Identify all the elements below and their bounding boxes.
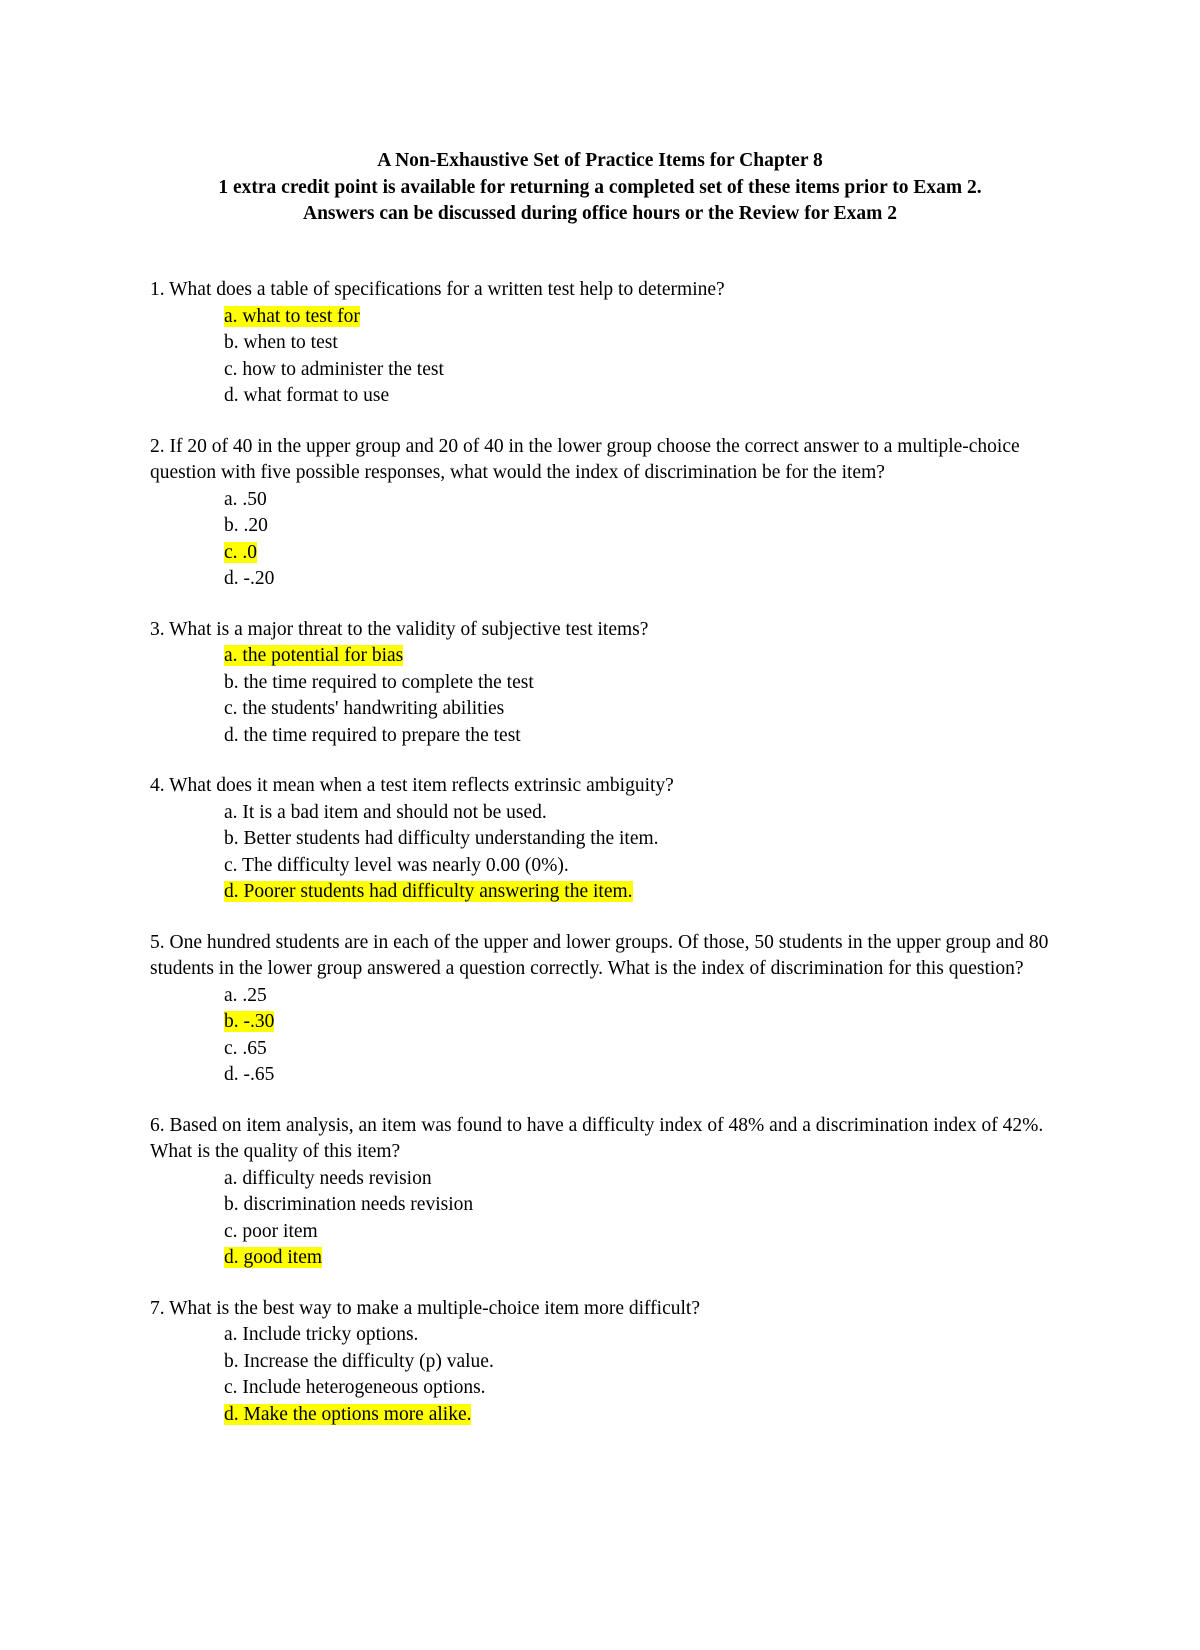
answer-text: c. poor item <box>224 1220 318 1242</box>
answer-option <box>150 1375 1050 1402</box>
answer-option <box>150 723 1050 750</box>
extra-credit-note: 1 extra credit point is available for returning a completed set of these items prior to Exam 2. <box>218 176 982 198</box>
document-title: A Non-Exhaustive Set of Practice Items for Chapter 8 <box>377 150 823 171</box>
answer-option <box>150 1166 1050 1193</box>
answer-option <box>150 1219 1050 1246</box>
question-stem: 1. What does a table of specifications for a written test help to determine? <box>150 279 725 300</box>
answer-text: c. .65 <box>224 1037 267 1059</box>
highlighted-answer: d. good item <box>224 1247 323 1268</box>
answer-text: d. what format to use <box>224 385 390 406</box>
document-header <box>0 148 1200 228</box>
answer-text: d. -.65 <box>224 1064 275 1085</box>
answer-text: b. .20 <box>224 515 268 536</box>
answer-option <box>150 696 1050 723</box>
highlighted-answer: c. .0 <box>224 541 258 563</box>
highlighted-answer: d. Poorer students had difficulty answering the item. <box>224 881 633 902</box>
answer-text: c. how to administer the test <box>224 358 444 380</box>
answer-text: b. when to test <box>224 332 338 353</box>
question-6 <box>150 1113 1050 1272</box>
answer-option <box>150 800 1050 827</box>
answer-option <box>150 540 1050 567</box>
answer-text: a. .25 <box>224 984 267 1006</box>
question-7 <box>150 1296 1050 1429</box>
question-stem: 4. What does it mean when a test item reflects extrinsic ambiguity? <box>150 775 674 796</box>
answer-option <box>150 879 1050 906</box>
answer-text: c. The difficulty level was nearly 0.00 (0%). <box>224 854 569 876</box>
answer-text: b. Better students had difficulty understanding the item. <box>224 828 659 849</box>
answer-option <box>150 357 1050 384</box>
answer-option <box>150 643 1050 670</box>
highlighted-answer: a. what to test for <box>224 305 360 327</box>
answer-option <box>150 513 1050 540</box>
answer-text: a. Include tricky options. <box>224 1324 419 1345</box>
answer-option <box>150 1009 1050 1036</box>
question-list <box>150 277 1050 1452</box>
highlighted-answer: d. Make the options more alike. <box>224 1403 472 1425</box>
answer-option <box>150 1349 1050 1376</box>
question-stem: 6. Based on item analysis, an item was found to have a difficulty index of 48% and a discrimination index of 42%. What is the quality of this item? <box>150 1114 1044 1162</box>
answer-text: c. the students' handwriting abilities <box>224 698 505 719</box>
answer-option <box>150 670 1050 697</box>
answer-text: b. the time required to complete the test <box>224 671 534 693</box>
question-3 <box>150 617 1050 750</box>
answer-option <box>150 1402 1050 1429</box>
answer-text: a. difficulty needs revision <box>224 1167 432 1189</box>
question-5 <box>150 930 1050 1089</box>
question-4 <box>150 773 1050 906</box>
answer-option <box>150 566 1050 593</box>
answer-text: a. It is a bad item and should not be used. <box>224 801 547 823</box>
question-stem: 3. What is a major threat to the validity of subjective test items? <box>150 618 649 640</box>
answer-option <box>150 983 1050 1010</box>
answers-note: Answers can be discussed during office hours or the Review for Exam 2 <box>302 203 898 224</box>
answer-option <box>150 1192 1050 1219</box>
highlighted-answer: b. -.30 <box>224 1011 275 1032</box>
answer-option <box>150 383 1050 410</box>
answer-option <box>150 1322 1050 1349</box>
answer-option <box>150 304 1050 331</box>
question-stem: 2. If 20 of 40 in the upper group and 20 of 40 in the lower group choose the correct answer to a multiple-choice question with five possible responses, what would the index of discrimination be for the item? <box>150 435 1020 483</box>
answer-option <box>150 826 1050 853</box>
answer-text: b. discrimination needs revision <box>224 1194 474 1215</box>
answer-text: d. -.20 <box>224 568 275 589</box>
answer-option <box>150 853 1050 880</box>
answer-option <box>150 1245 1050 1272</box>
answer-text: d. the time required to prepare the test <box>224 724 521 746</box>
question-stem: 5. One hundred students are in each of the upper and lower groups. Of those, 50 students in the upper group and 80 students in the lower group answered a question correctly. What is the index of discrimination for this question? <box>150 931 1049 979</box>
answer-option <box>150 1036 1050 1063</box>
answer-option <box>150 330 1050 357</box>
answer-text: a. .50 <box>224 488 267 510</box>
question-stem: 7. What is the best way to make a multiple-choice item more difficult? <box>150 1297 700 1319</box>
answer-option <box>150 487 1050 514</box>
highlighted-answer: a. the potential for bias <box>224 645 404 666</box>
answer-option <box>150 1062 1050 1089</box>
answer-text: b. Increase the difficulty (p) value. <box>224 1350 494 1372</box>
question-2 <box>150 434 1050 593</box>
answer-text: c. Include heterogeneous options. <box>224 1377 486 1398</box>
question-1 <box>150 277 1050 410</box>
